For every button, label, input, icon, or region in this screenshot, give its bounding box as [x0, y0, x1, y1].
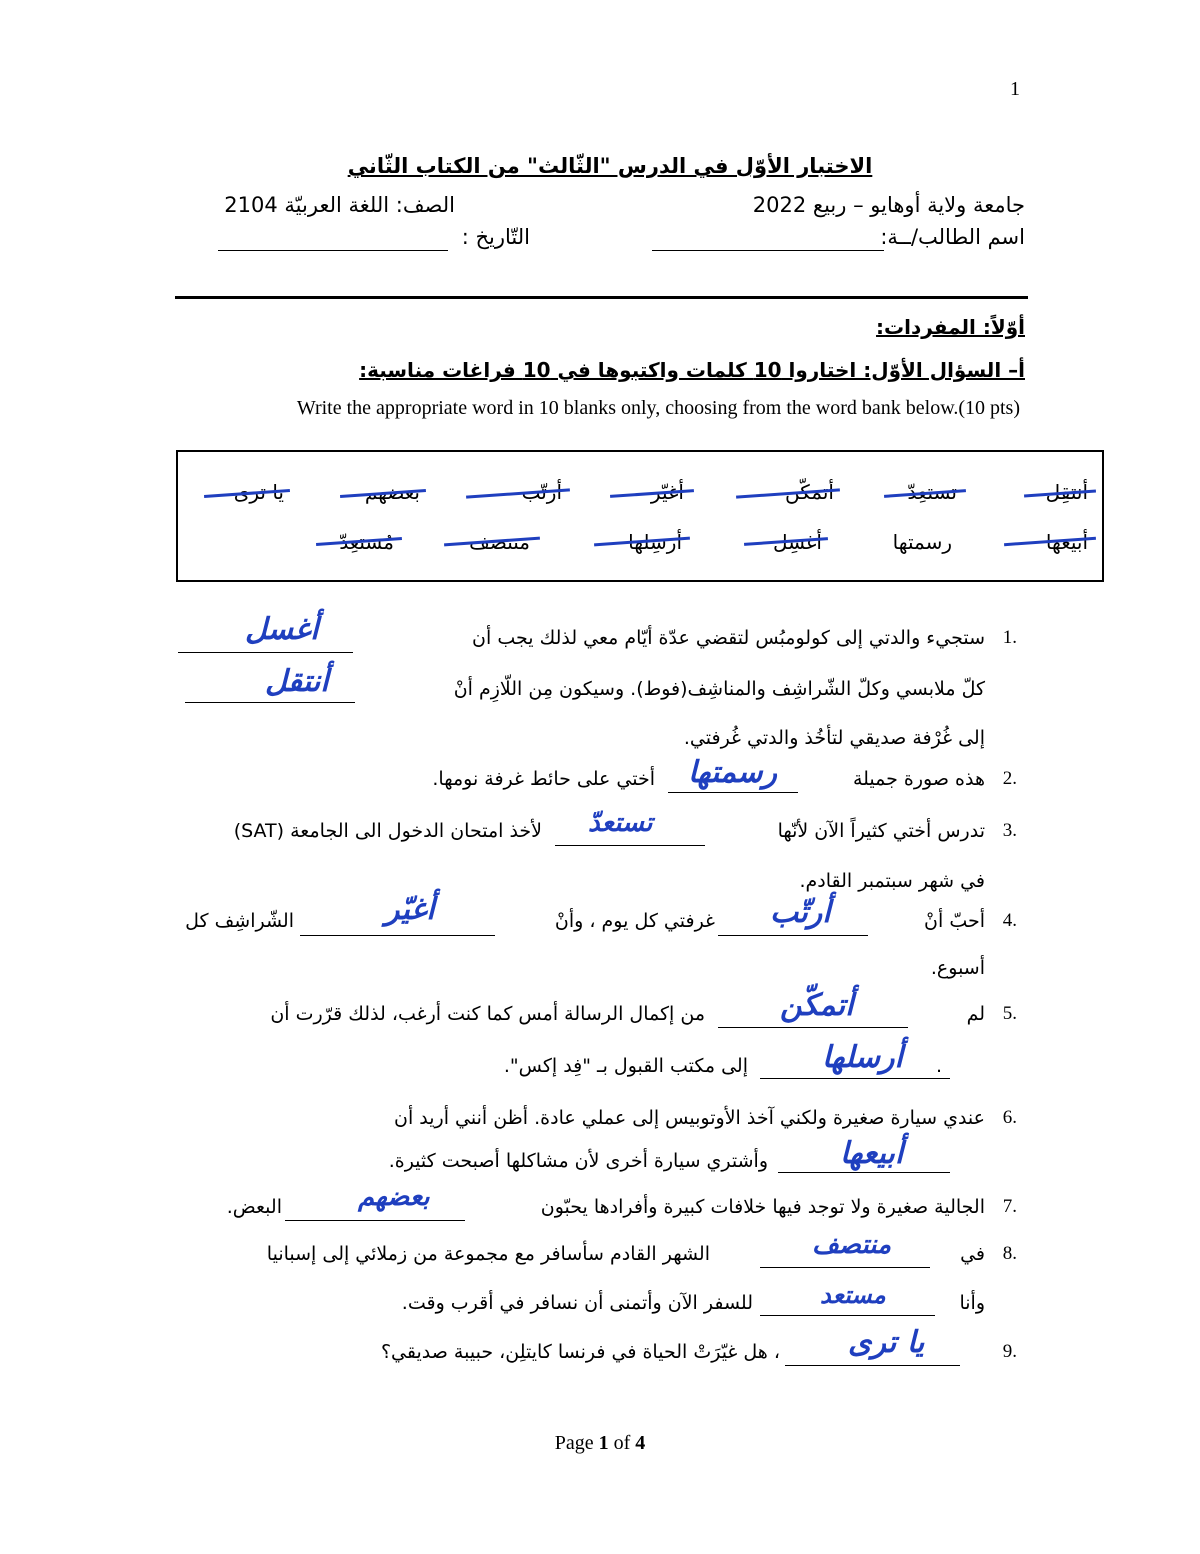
answer-blank[interactable] — [778, 1172, 950, 1173]
date-blank[interactable] — [218, 250, 448, 251]
student-name-label: اسم الطالب/ــة: — [880, 225, 1025, 249]
answer-blank[interactable] — [760, 1267, 930, 1268]
question-number: 3. — [1002, 820, 1017, 841]
word-bank-item: أغسِل — [772, 530, 822, 554]
question-text: كلّ ملابسي وكلّ الشّراشِف والمناشِف(فوط). وسيكون مِن اللّازِم أنْ — [453, 678, 985, 700]
question-text: الشهر القادم سأسافر مع مجموعة من زملائي إلى إسبانيا — [266, 1243, 710, 1265]
word-bank-item: أبيعها — [1045, 530, 1088, 554]
handwritten-answer: أبيعها — [840, 1136, 904, 1171]
answer-blank[interactable] — [300, 935, 495, 936]
question-text: ستجيء والدتي إلى كولومبُس لتقضي عدّة أيّام معي لذلك يجب أن — [472, 627, 985, 649]
word-bank-item: منتصف — [469, 530, 530, 554]
question-text: الجالية صغيرة ولا توجد فيها خلافات كبيرة وأفرادها يحبّون — [540, 1196, 985, 1218]
question-text: البعض. — [226, 1196, 282, 1218]
exam-title: الاختبار الأوّل في الدرس "الثّالث" من الكتاب الثّاني — [347, 154, 873, 178]
handwritten-answer: يا ترى — [848, 1325, 925, 1360]
question-number: 9. — [1002, 1341, 1017, 1362]
footer-of: of — [613, 1432, 631, 1454]
question-text: وأشتري سيارة أخرى لأن مشاكلها أصبحت كثيرة. — [388, 1150, 768, 1172]
question-text: . — [935, 1055, 942, 1077]
question-number: 5. — [1002, 1003, 1017, 1024]
word-bank-item: مُستعِدّ — [339, 530, 394, 554]
header-divider — [175, 296, 1028, 299]
question-text: لم — [966, 1003, 985, 1025]
question-text: للسفر الآن وأتمنى أن نسافر في أقرب وقت. — [401, 1292, 753, 1314]
question-number: 1. — [1002, 627, 1017, 648]
question-title: أ– السؤال الأوّل: اختاروا 10 كلمات واكتبوها في 10 فراغات مناسبة: — [359, 358, 1025, 382]
question-number: 6. — [1002, 1107, 1017, 1128]
answer-blank[interactable] — [178, 652, 353, 653]
word-bank-item: أرسِلها — [628, 530, 682, 554]
question-text: الشّراشِف كل — [185, 910, 294, 932]
word-bank-item: أتمكّن — [785, 480, 834, 504]
footer-prefix: Page — [554, 1432, 594, 1454]
question-number: 7. — [1002, 1196, 1017, 1217]
question-text: أحبّ أنْ — [924, 910, 985, 932]
word-bank-box — [176, 450, 1104, 582]
date-label: التّاريخ : — [461, 225, 530, 249]
question-text: وأنا — [959, 1292, 985, 1314]
answer-blank[interactable] — [668, 792, 798, 793]
section-title: أوّلاً: المفردات: — [876, 315, 1025, 339]
question-number: 4. — [1002, 910, 1017, 931]
word-bank-item: بعضهم — [364, 480, 420, 504]
answer-blank[interactable] — [285, 1220, 465, 1221]
word-bank-item: أرتّب — [521, 480, 562, 504]
question-text: إلى غُرْفة صديقي لتأخُذ والدتي غُرفتي. — [683, 727, 985, 749]
answer-blank[interactable] — [718, 935, 868, 936]
question-text: عندي سيارة صغيرة ولكني آخذ الأوتوبيس إلى عملي عادة. أظن أنني أريد أن — [394, 1107, 985, 1129]
handwritten-answer: أرسلها — [822, 1040, 903, 1075]
question-number: 2. — [1002, 768, 1017, 789]
answer-blank[interactable] — [760, 1315, 935, 1316]
answer-blank[interactable] — [785, 1365, 960, 1366]
answer-blank[interactable] — [555, 845, 705, 846]
answer-blank[interactable] — [185, 702, 355, 703]
handwritten-answer: منتصف — [812, 1230, 892, 1260]
handwritten-answer: أغيّر — [385, 892, 435, 927]
question-text: في شهر سبتمبر القادم. — [799, 870, 985, 892]
footer-current-page: 1 — [598, 1432, 609, 1454]
handwritten-answer: مستعد — [820, 1281, 886, 1309]
question-text: غرفتي كل يوم ، وأنْ — [554, 910, 715, 932]
word-bank-item: تستعِدّ — [907, 480, 957, 504]
question-number: 8. — [1002, 1243, 1017, 1264]
word-bank-item: رسمتها — [892, 530, 952, 554]
answer-blank[interactable] — [760, 1078, 950, 1079]
class-label: الصف: اللغة العربيّة 2104 — [224, 193, 455, 217]
question-text: لأخذ امتحان الدخول الى الجامعة (SAT) — [233, 820, 542, 842]
footer-total-pages: 4 — [635, 1432, 646, 1454]
answer-blank[interactable] — [718, 1027, 908, 1028]
handwritten-answer: أرتّب — [770, 895, 831, 930]
handwritten-answer: أنتقل — [265, 664, 329, 699]
question-text: في — [960, 1243, 985, 1265]
student-name-blank[interactable] — [652, 250, 884, 251]
word-bank-item: يا ترى — [233, 480, 284, 504]
page-number: 1 — [1010, 78, 1020, 100]
word-bank-item: أنتقِل — [1045, 480, 1088, 504]
question-text: من إكمال الرسالة أمس كما كنت أرغب، لذلك قرّرت أن — [270, 1003, 705, 1025]
question-text: أختي على حائط غرفة نومها. — [432, 768, 655, 790]
handwritten-answer: تستعدّ — [588, 808, 653, 838]
question-text: ، هل غيّرَتْ الحياة في فرنسا كايتلِن، حبيبة صديقي؟ — [380, 1341, 780, 1363]
word-bank-item: أغيّر — [650, 480, 684, 504]
question-text: إلى مكتب القبول بـ "فِد إكس". — [503, 1055, 748, 1077]
university-label: جامعة ولاية أوهايو – ربيع 2022 — [752, 193, 1025, 217]
handwritten-answer: بعضهم — [358, 1182, 430, 1212]
question-text: هذه صورة جميلة — [852, 768, 985, 790]
handwritten-answer: أغسل — [245, 612, 319, 647]
question-text: أسبوع. — [930, 957, 985, 979]
handwritten-answer: رسمتها — [688, 755, 777, 790]
instruction-text: Write the appropriate word in 10 blanks only, choosing from the word bank below.(10 pts) — [296, 397, 1020, 419]
page-footer — [0, 1432, 1200, 1455]
handwritten-answer: أتمكّن — [780, 988, 854, 1023]
question-text: تدرس أختي كثيراً الآن لأنّها — [777, 820, 985, 842]
